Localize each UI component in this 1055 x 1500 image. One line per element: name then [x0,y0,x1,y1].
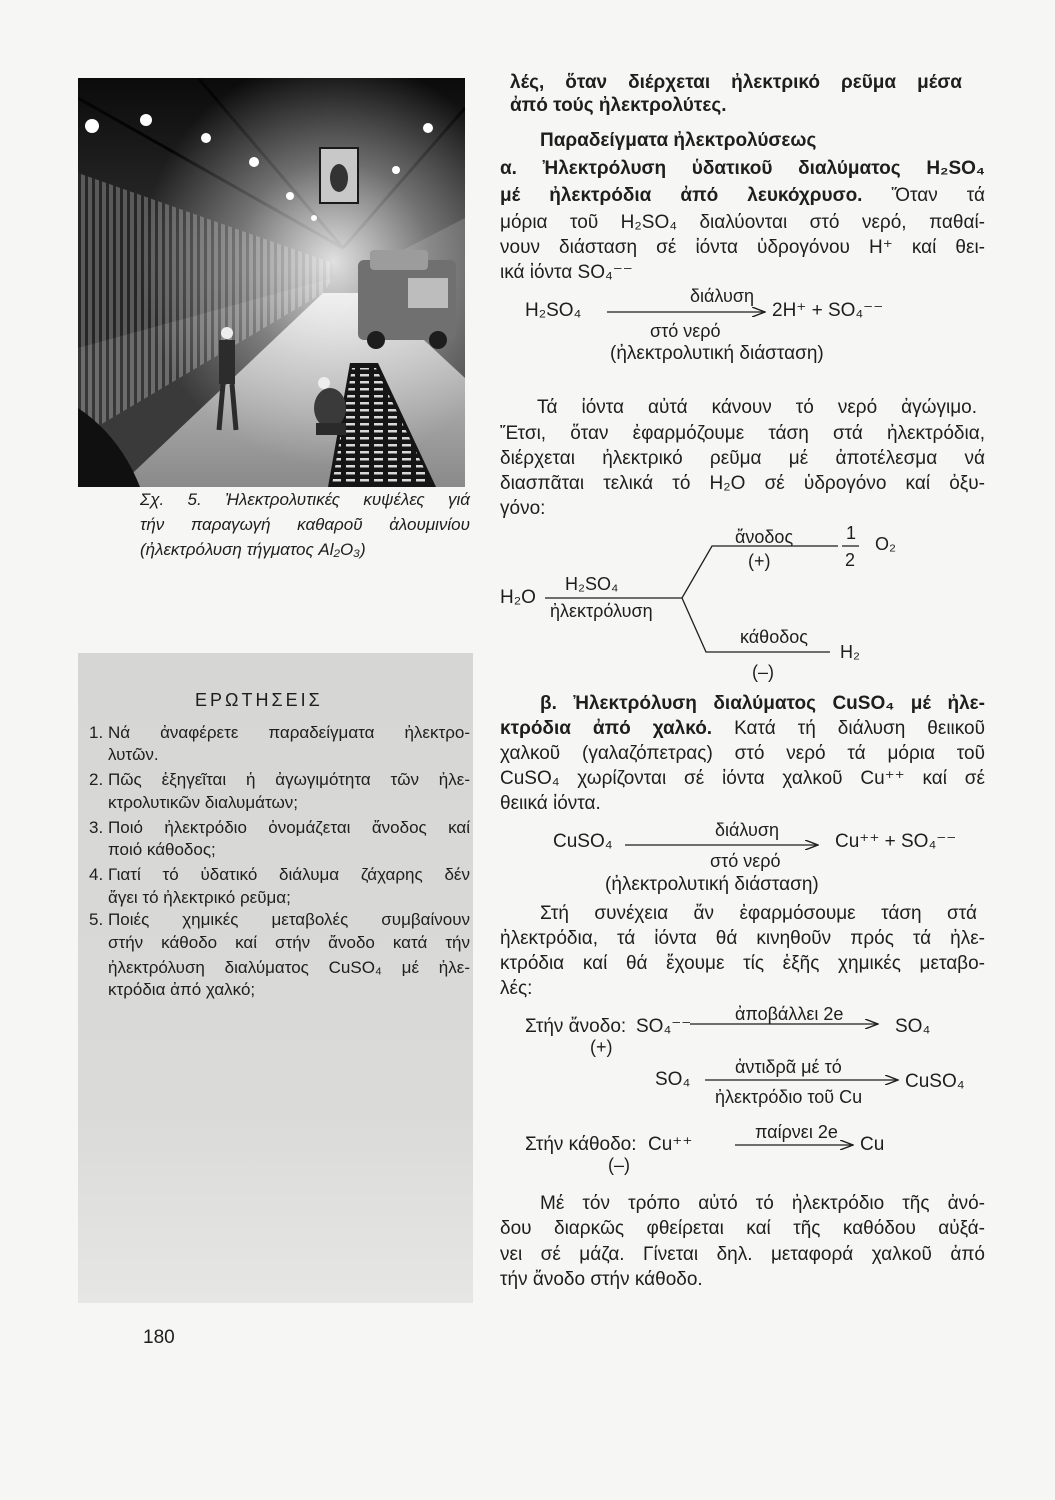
anode-step2-product: CuSO₄ [905,1071,965,1092]
electrolysis-reactant: H₂O [500,587,536,608]
anode-step2-reactant: SO₄ [655,1069,691,1090]
question-text: Πῶς ἐξηγεῖται ἡ ἀγωγιμότητα τῶν ἠλε- [108,770,470,789]
vehicle [358,250,456,349]
body-text: Ὅταν τά [891,185,985,206]
cathode-reaction-sign: (–) [608,1155,630,1175]
anode-reaction-reactant: SO₄⁻⁻ [636,1016,692,1037]
body-line: χαλκοῦ (γαλαζόπετρας) στό νερό τά μόρια τοῦ [500,743,985,764]
eq2-note: (ἠλεκτρολυτική διάσταση) [605,874,819,895]
electrolysis-label-above: H₂SO₄ [565,574,619,594]
body-line: νουν διάσταση σέ ἰόντα ὑδρογόνου H⁺ καί θει- [500,237,985,258]
body-line: μόρια τοῦ H₂SO₄ διαλύονται στό νερό, παθαί- [500,212,985,233]
eq1-arrow-label-below: στό νερό [650,321,721,341]
question-text: κτρόδια ἀπό χαλκό; [108,980,256,999]
body-line: Τά ἰόντα αὐτά κάνουν τό νερό ἀγώγιμο. [537,397,977,418]
anode-sign: (+) [748,551,771,571]
anode-reaction-sign: (+) [590,1037,613,1057]
question-text: Ποιές χημικές μεταβολές συμβαίνουν [108,910,470,929]
figure-caption-line: τήν παραγωγή καθαροῦ ἀλουμινίου [140,515,470,534]
body-line: νει σέ μάζα. Γίνεται δηλ. μεταφορά χαλκοῦ ἀπό [500,1244,985,1265]
body-line: κτρόδια καί θά ἔχουμε τίς ἑξῆς χημικές μεταβο- [500,953,985,974]
question-number: 2. [89,770,104,789]
question-text: κτρολυτικῶν διαλυμάτων; [108,793,298,812]
eq2-arrow-label-above: διάλυση [715,820,779,840]
eq1-products: 2H⁺ + SO₄⁻⁻ [772,300,884,321]
body-line: λές, ὅταν διέρχεται ἠλεκτρικό ρεῦμα μέσα [510,72,962,93]
cathode-reaction-arrow-label: παίρνει 2e [755,1122,838,1142]
fraction-denominator: 2 [845,550,856,570]
anode-product: O₂ [875,534,896,554]
eq2-reactant: CuSO₄ [553,831,613,852]
subsection-title-a: α. Ἠλεκτρόλυση ὑδατικοῦ διαλύματος H₂SO₄ [500,158,985,179]
body-line: Στή συνέχεια ἄν ἐφαρμόσουμε τάση στά [540,903,977,924]
question-number: 3. [89,818,104,837]
question-number: 1. [89,723,104,742]
subsection-title-b-cont: κτρόδια ἀπό χαλκό. [500,718,713,739]
fraction-numerator: 1 [846,523,857,543]
cathode-sign: (–) [752,662,774,682]
section-heading: Παραδείγματα ἠλεκτρολύσεως [540,130,817,151]
question-text: ποιό κάθοδος; [108,840,216,859]
crane-cab [320,148,358,203]
body-text: Κατά τή διάλυση θειικοῦ [734,718,986,739]
body-line: CuSO₄ χωρίζονται σέ ἰόντα χαλκοῦ Cu⁺⁺ καί σέ [500,768,985,789]
body-line: Ἔτσι, ὅταν ἐφαρμόζουμε τάση στά ἠλεκτρόδια, [500,423,985,444]
photo-electrolytic-cells [78,78,465,487]
question-text: Γιατί τό ὑδατικό διάλυμα ζάχαρης δέν [108,865,470,884]
subsection-title-b: β. Ἠλεκτρόλυση διαλύματος CuSO₄ μέ ἠλε- [540,693,985,714]
figure-caption-line: Σχ. 5. Ἠλεκτρολυτικές κυψέλες γιά [140,490,470,509]
body-line: διασπᾶται τελικά τό H₂O σέ ὑδρογόνο καί ὀξυ- [500,473,985,494]
question-text: λυτῶν. [108,745,159,764]
anode-label: ἄνοδος [735,527,794,547]
body-line: ἠλεκτρόδια, τά ἰόντα θά κινηθοῦν πρός τά ἠλε- [500,928,985,949]
eq2-products: Cu⁺⁺ + SO₄⁻⁻ [835,831,957,852]
electrolysis-label-below: ἠλεκτρόλυση [550,601,653,621]
question-text: Νά ἀναφέρετε παραδείγματα ἠλεκτρο- [108,723,470,742]
question-text: ἄγει τό ἠλεκτρικό ρεῦμα; [108,888,291,907]
eq1-note: (ἠλεκτρολυτική διάσταση) [610,343,824,364]
eq1-arrow-label-above: διάλυση [690,286,754,306]
anode-reaction-label: Στήν ἄνοδο: [525,1016,627,1037]
body-line: διέρχεται ἠλεκτρικό ρεῦμα μέ ἀποτέλεσμα νά [500,448,985,469]
body-line: ικά ἰόντα SO₄⁻⁻ [500,262,633,283]
body-line [500,183,985,208]
body-line [500,716,985,741]
anode-step2-label-above: ἀντιδρᾶ μέ τό [735,1057,842,1077]
subsection-title-a-cont: μέ ἠλεκτρόδια ἀπό λευκόχρυσο. [500,185,863,206]
question-number: 4. [89,865,104,884]
cathode-reaction-reactant: Cu⁺⁺ [648,1134,693,1155]
body-line: ἀπό τούς ἠλεκτρολύτες. [510,95,727,116]
body-line: γόνο: [500,498,546,519]
body-line: δου διαρκῶς φθείρεται καί τῆς καθόδου αὐξά- [500,1218,985,1239]
figure-caption-line: (ἠλεκτρόλυση τήγματος Al₂O₃) [140,540,366,559]
body-line: τήν ἄνοδο στήν κάθοδο. [500,1269,703,1290]
question-text: ἠλεκτρόλυση διαλύματος CuSO₄ μέ ἠλε- [108,958,470,977]
eq1-reactant: H₂SO₄ [525,300,582,321]
question-text: Ποιό ἠλεκτρόδιο ὀνομάζεται ἄνοδος καί [108,818,470,837]
question-text: στήν κάθοδο καί στήν ἄνοδο κατά τήν [108,933,470,952]
cathode-product: H₂ [840,642,860,662]
anode-step2-label-below: ἠλεκτρόδιο τοῦ Cu [715,1087,863,1107]
cathode-reaction-label: Στήν κάθοδο: [525,1134,637,1155]
cathode-label: κάθοδος [740,627,808,647]
body-line: λές: [500,978,533,999]
anode-reaction-arrow-label: ἀποβάλλει 2e [735,1004,844,1024]
question-number: 5. [89,910,104,929]
body-line: Μέ τόν τρόπο αὐτό τό ἠλεκτρόδιο τῆς ἀνό- [540,1193,985,1214]
body-line: θειικά ἰόντα. [500,793,601,814]
anode-reaction-product: SO₄ [895,1016,931,1037]
eq2-arrow-label-below: στό νερό [710,851,781,871]
questions-title: ΕΡΩΤΗΣΕΙΣ [195,690,323,710]
cathode-reaction-product: Cu [860,1134,885,1155]
page-number: 180 [143,1327,175,1348]
